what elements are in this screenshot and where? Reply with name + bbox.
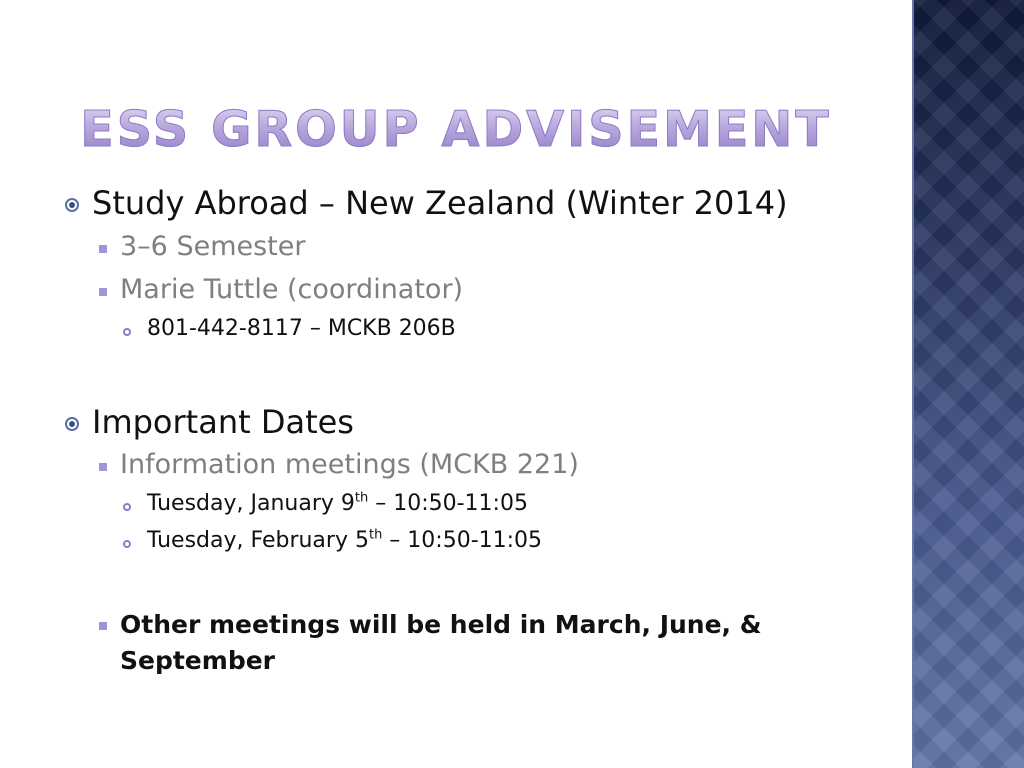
square-bullet-icon — [99, 463, 107, 471]
ring-bullet-icon — [123, 503, 131, 511]
slide-title: ESS GROUP ADVISEMENT — [0, 98, 912, 162]
other-meetings-text: Other meetings will be held in March, June, & September — [120, 610, 762, 675]
date-line-february — [147, 528, 542, 553]
side-band-edge — [912, 0, 914, 768]
time-february: – 10:50-11:05 — [382, 528, 543, 553]
square-bullet-icon — [99, 288, 107, 296]
info-meetings-text: Information meetings (MCKB 221) — [120, 449, 579, 480]
date-line-january — [147, 491, 528, 516]
date-february-suffix: th — [368, 527, 383, 543]
circle-bullet-icon — [65, 198, 79, 212]
ring-bullet-icon — [123, 540, 131, 548]
ring-bullet-icon — [123, 328, 131, 336]
study-abroad-heading: Study Abroad – New Zealand (Winter 2014) — [92, 184, 788, 222]
circle-bullet-icon — [65, 417, 79, 431]
date-january-suffix: th — [354, 490, 369, 506]
date-february: Tuesday, February 5 — [147, 528, 369, 553]
date-january: Tuesday, January 9 — [147, 491, 355, 516]
important-dates-heading: Important Dates — [92, 403, 354, 441]
square-bullet-icon — [99, 622, 107, 630]
contact-text: 801-442-8117 – MCKB 206B — [147, 316, 456, 341]
decorative-side-band — [912, 0, 1024, 768]
coordinator-text: Marie Tuttle (coordinator) — [120, 274, 464, 305]
time-january: – 10:50-11:05 — [368, 491, 528, 516]
square-bullet-icon — [99, 245, 107, 253]
semester-text: 3–6 Semester — [120, 231, 306, 262]
